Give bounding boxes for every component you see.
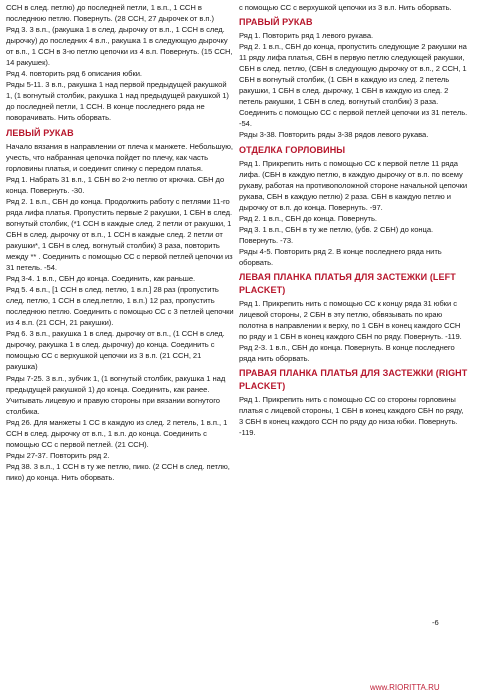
instruction-paragraph: Ряд 2. 1 в.п., СБН до конца, пропустить следующие 2 ракушки на 11 ряду лифа платья, СБН в первую петлю следующей ракушки, СБН в след. петлю, (СБН в следующую дырочку от в.п., 2 ССН, 1 СБН в вогнутый столбик, (1 СБН в каждую из след. 2 петель ракушки, 1 СБН в след. дырочку, 1 СБН в каждую из след. 2 петель ракушки, 1 СБН в след. вогнутый столбик) 3 раза. Соединить с помощью СС с первой петлей цепочки из 31 петель. -54. — [239, 42, 468, 129]
instruction-paragraph: Ряды 4-5. Повторить ряд 2. В конце последнего ряда нить оборвать. — [239, 246, 442, 267]
instruction-paragraph: ССН в след. петлю) до последней петли, 1 в.п., 1 ССН в последнюю петлю. Повернуть. (28 ССН, 27 дырочек от в.п.) — [6, 3, 215, 24]
instruction-paragraph: Ряд 2-3. 1 в.п., СБН до конца. Повернуть. В конце последнего ряда нить оборвать. — [239, 343, 455, 364]
instruction-paragraph: Начало вязания в направлении от плеча к манжете. Небольшую, учесть, что набранная цепочка пойдет по плечу, как часть горловины платья, и соединит спинку с передом платья. — [6, 141, 233, 173]
section-heading: ЛЕВЫЙ РУКАВ — [6, 127, 74, 138]
section-heading: ОТДЕЛКА ГОРЛОВИНЫ — [239, 144, 346, 155]
instruction-paragraph: Ряд 1. Прикрепить нить с помощью СС со стороны горловины платья с лицевой стороны, 1 СБН в конец каждого СБН по ряду, 3 СБН в конец каждого ССН по ряду до низа юбки. Повернуть. -119. — [239, 395, 464, 438]
instruction-paragraph: Ряд 38. 3 в.п., 1 ССН в ту же петлю, пико. (2 ССН в след. петлю, пико) до конца. Нить оборвать. — [6, 461, 230, 482]
instruction-paragraph: Ряды 3-38. Повторить ряды 3-38 рядов левого рукава. — [239, 130, 429, 140]
instruction-paragraph: Ряд 3. 3 в.п., (ракушка 1 в след. дырочку от в.п., 1 ССН в след. дырочку) до последних 4 в.п., ракушка 1 в следующую дырочку от в.п., 1 ССН в 3-ю петлю цепочки из 4 в.п. Повернуть. (15 ССН, 14 ракушек). — [6, 25, 233, 68]
instruction-paragraph: Ряд 26. Для манжеты 1 СС в каждую из след. 2 петель, 1 в.п., 1 ССН в след. дырочку от в.п., 1 в.п. до конца. Соединить с помощью СС с первой петлей. (21 ССН). — [6, 417, 228, 449]
instruction-paragraph: Ряды 5-11. 3 в.п., ракушка 1 над первой предыдущей ракушкой 1, (1 вогнутый столбик, ракушка 1 над предыдущей ракушкой 1) до последней петли, 1 ССН. В конце последнего ряда не поворачивать. Нить оборвать. — [6, 80, 229, 123]
instruction-paragraph: Ряд 1. Прикрепить нить с помощью СС к концу ряда 31 юбки с лицевой стороны, 2 СБН в эту петлю, обвязывать по краю полотна в направлении к верху, по 1 СБН в конец каждого ССН по ряду и 1 СБН в конец каждого СБН по ряду. Повернуть. -119. — [239, 298, 462, 342]
section-heading: ПРАВЫЙ РУКАВ — [239, 17, 313, 28]
section-heading: ПРАВАЯ ПЛАНКА ПЛАТЬЯ ДЛЯ ЗАСТЕЖКИ (RIGHT PLACKET) — [239, 368, 468, 392]
instruction-paragraph: Ряд 4. повторить ряд 6 описания юбки. — [6, 69, 142, 79]
instruction-paragraph: Ряды 7-25. 3 в.п., зубчик 1, (1 вогнутый столбик, ракушка 1 над предыдущей ракушкой 1) до конца. Соединить, как ранее. Учитывать лицевую и правую стороны при вязании вогнутого столбика. — [6, 373, 226, 416]
instruction-paragraph: Ряд 1. Набрать 31 в.п., 1 СБН во 2-ю петлю от крючка. СБН до конца. Повернуть. -30. — [6, 174, 225, 195]
instruction-paragraph: Ряд 6. 3 в.п., ракушка 1 в след. дырочку от в.п., (1 ССН в след. дырочку, ракушка 1 в след. дырочку) до конца. Соединить с помощью СС с верхушкой цепочки из 3 в.п. (21 ССН, 21 ракушка) — [6, 329, 225, 372]
right-column — [239, 2, 468, 438]
instruction-paragraph: Ряды 27-37. Повторить ряд 2. — [6, 450, 110, 460]
left-column — [6, 2, 234, 483]
page-number: -6 — [432, 618, 439, 627]
instruction-paragraph: с помощью СС с верхушкой цепочки из 3 в.п. Нить оборвать. — [239, 3, 452, 12]
site-footer: www.RIORITTA.RU — [370, 683, 440, 692]
instruction-paragraph: Ряд 1. Повторить ряд 1 левого рукава. — [239, 31, 374, 41]
instruction-paragraph: Ряд 3. 1 в.п., СБН в ту же петлю, (убв. 2 СБН) до конца. Повернуть. -73. — [239, 224, 434, 245]
instruction-paragraph: Ряд 3-4. 1 в.п., СБН до конца. Соединить, как раньше. — [6, 274, 196, 284]
instruction-paragraph: Ряд 5. 4 в.п., [1 ССН в след. петлю, 1 в.п.] 28 раз (пропустить след. петлю, 1 ССН в след.петлю, 1 в.п.) 12 раз, пропустить последнюю петлю. Соединить с помощью СС с 3 петлей цепочки из 4 в.п. (21 ССН, 21 ракушки). — [6, 285, 234, 328]
section-heading: ЛЕВАЯ ПЛАНКА ПЛАТЬЯ ДЛЯ ЗАСТЕЖКИ (LEFT PLACKET) — [239, 271, 456, 295]
instruction-paragraph: Ряд 2. 1 в.п., СБН до конца. Продолжить работу с петлями 11-го ряда лифа платья. Пропустить первые 2 ракушки, 1 СБН в след. вогнутый столбик, (*1 ССН в каждые след. 2 петли от ракушки, 1 СБН в след. дырочку от в.п., 1 ССН в каждые след. 2 петли от ракушки*, 1 СБН в след. вогнутый столбик) 3 раза, повторить между ** . Соединить с помощью СС с первой петлей цепочки из 31 петель. -54. — [6, 196, 233, 273]
instruction-paragraph: Ряд 2. 1 в.п., СБН до конца. Повернуть. — [239, 213, 377, 223]
instruction-paragraph: Ряд 1. Прикрепить нить с помощью СС к первой петле 11 ряда лифа. (СБН в каждую петлю, в каждую дырочку от в.п. по всему рукаву, работая на противоположной стороне начальной цепочки рукава, СБН в каждую петлю) 2 раза. СБН в каждую петлю и дырочку от в.п. до конца. Повернуть. -97. — [239, 158, 468, 212]
